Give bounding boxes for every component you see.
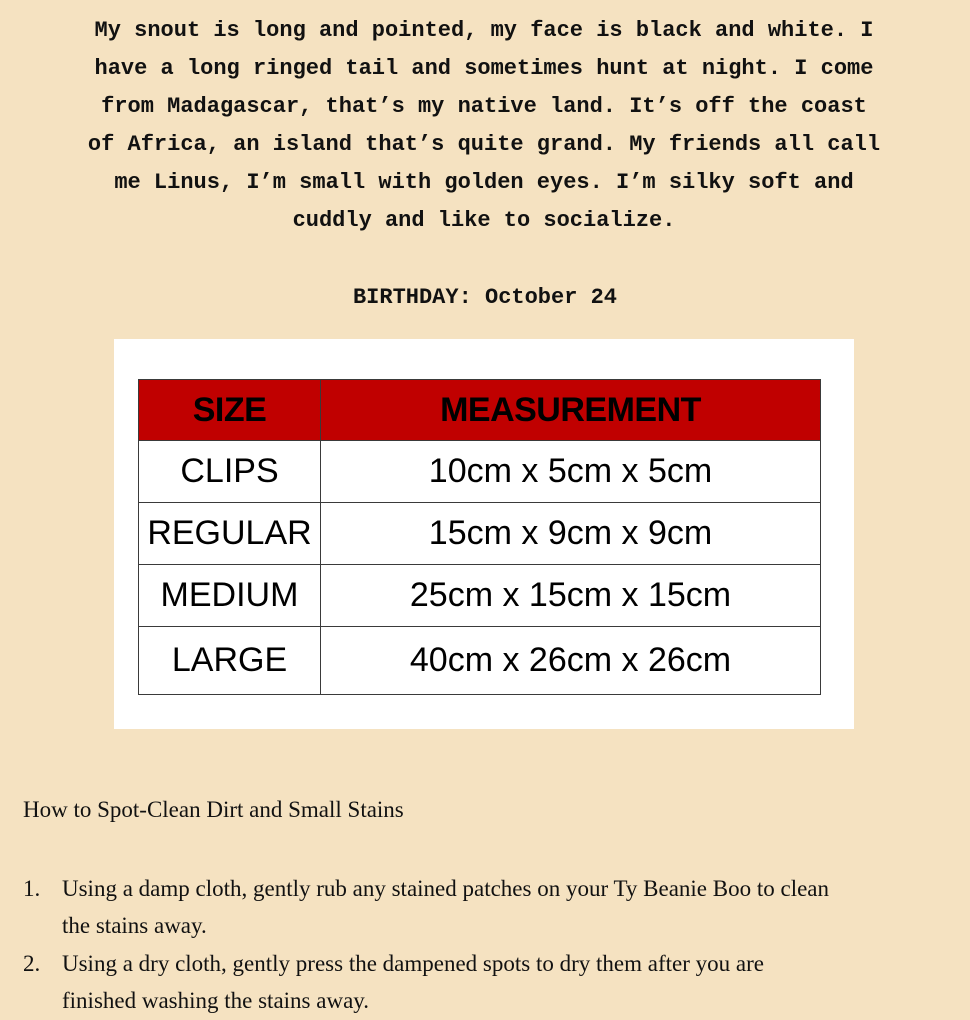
size-table: [138, 379, 821, 695]
size-column-header: SIZE: [139, 380, 321, 441]
list-item: [23, 870, 843, 944]
care-instructions-heading: How to Spot-Clean Dirt and Small Stains: [23, 797, 404, 822]
product-poem: My snout is long and pointed, my face is black and white. I have a long ringed tail and sometimes hunt at night. I come from Madagascar, that’s my native land. It’s off the coast of Africa, an island that’s quite grand. My friends all call me Linus, I’m small with golden eyes. I’m silky soft and cuddly and like to socialize.: [87, 18, 881, 233]
table-row: [139, 565, 821, 627]
size-chart-image: [114, 339, 854, 729]
measurement-cell: 25cm x 15cm x 15cm: [321, 565, 821, 627]
size-cell: LARGE: [139, 627, 321, 695]
size-cell: REGULAR: [139, 503, 321, 565]
size-cell: MEDIUM: [139, 565, 321, 627]
step-number: 2.: [23, 951, 41, 976]
table-row: [139, 627, 821, 695]
measurement-cell: 15cm x 9cm x 9cm: [321, 503, 821, 565]
step-text: Using a dry cloth, gently press the dampened spots to dry them after you are finished washing the stains away.: [62, 951, 764, 1013]
size-table-header-row: [139, 380, 821, 441]
size-cell: CLIPS: [139, 441, 321, 503]
birthday-label: BIRTHDAY: October 24: [352, 285, 618, 310]
table-row: [139, 503, 821, 565]
step-number: 1.: [23, 876, 41, 901]
measurement-cell: 40cm x 26cm x 26cm: [321, 627, 821, 695]
measurement-column-header: MEASUREMENT: [321, 380, 821, 441]
table-row: [139, 441, 821, 503]
step-text: Using a damp cloth, gently rub any stained patches on your Ty Beanie Boo to clean the stains away.: [62, 876, 830, 938]
measurement-cell: 10cm x 5cm x 5cm: [321, 441, 821, 503]
list-item: [23, 945, 843, 1019]
care-steps-list: [23, 870, 843, 1020]
